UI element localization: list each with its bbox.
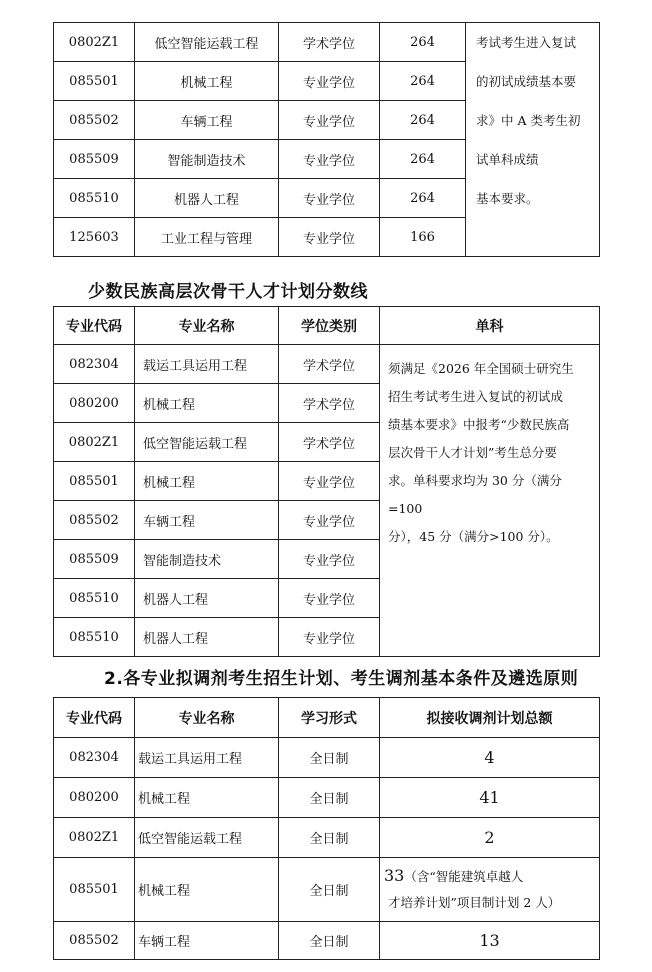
major-name: 工业工程与管理 [135,218,279,257]
total-score: 166 [380,218,466,257]
total-score: 264 [380,140,466,179]
table-header-row [54,698,600,738]
major-code: 085501 [54,62,135,101]
study-form: 全日制 [279,858,380,922]
degree-type: 专业学位 [279,579,380,618]
table-row [54,818,600,858]
major-code: 085501 [54,462,135,501]
table-adjustment-plan [53,697,600,960]
plan-quota-note-line1: （含“智能建筑卓越人 [404,869,524,884]
header-single: 单科 [380,307,600,345]
total-score: 264 [380,179,466,218]
major-name: 载运工具运用工程 [135,738,279,778]
major-name: 智能制造技术 [135,140,279,179]
degree-type: 学术学位 [279,23,380,62]
major-name: 车辆工程 [135,501,279,540]
header-plan: 拟接收调剂计划总额 [380,698,600,738]
plan-quota-number: 33 [384,866,405,885]
degree-type: 专业学位 [279,179,380,218]
major-name: 低空智能运载工程 [135,23,279,62]
study-form: 全日制 [279,778,380,818]
total-score: 264 [380,23,466,62]
total-score: 264 [380,62,466,101]
major-name: 车辆工程 [135,101,279,140]
major-name: 车辆工程 [135,922,279,960]
major-code: 0802Z1 [54,23,135,62]
plan-quota [380,858,600,922]
major-name: 机械工程 [135,62,279,101]
header-name: 专业名称 [135,698,279,738]
major-name: 智能制造技术 [135,540,279,579]
score-requirement-note: 考试考生进入复试 的初试成绩基本要 求》中 A 类考生初 试单科成绩 基本要求。 [466,23,600,257]
section-title-minority-plan: 少数民族高层次骨干人才计划分数线 [88,282,368,302]
plan-quota: 4 [380,738,600,778]
table-row [54,778,600,818]
major-code: 082304 [54,345,135,384]
table-header-row [54,307,600,345]
major-name: 机械工程 [135,858,279,922]
major-code: 080200 [54,778,135,818]
table-master-scores [53,22,600,257]
degree-type: 专业学位 [279,501,380,540]
study-form: 全日制 [279,738,380,778]
major-code: 085502 [54,501,135,540]
major-name: 机器人工程 [135,579,279,618]
plan-quota: 41 [380,778,600,818]
table-row [54,345,600,384]
single-subject-note: 须满足《2026 年全国硕士研究生 招生考试考生进入复试的初试成 绩基本要求》中报考“少数民族高 层次骨干人才计划”考生总分要 求。单科要求均为 30 分（满分=100 分），45 分（满分>100 分）。 [380,345,600,657]
major-code: 082304 [54,738,135,778]
degree-type: 专业学位 [279,462,380,501]
table-minority-plan [53,306,600,657]
total-score: 264 [380,101,466,140]
section-title-adjustment-plan: 2.各专业拟调剂考生招生计划、考生调剂基本条件及遴选原则 [104,669,579,689]
major-code: 085510 [54,579,135,618]
header-name: 专业名称 [135,307,279,345]
major-code: 0802Z1 [54,423,135,462]
major-code: 080200 [54,384,135,423]
major-name: 机械工程 [135,384,279,423]
header-code: 专业代码 [54,307,135,345]
degree-type: 专业学位 [279,540,380,579]
major-name: 机器人工程 [135,618,279,657]
study-form: 全日制 [279,922,380,960]
table-row [54,858,600,922]
table-row [54,23,600,62]
degree-type: 学术学位 [279,423,380,462]
major-code: 085509 [54,140,135,179]
degree-type: 专业学位 [279,62,380,101]
header-form: 学习形式 [279,698,380,738]
table-row [54,922,600,960]
table-row [54,738,600,778]
plan-quota: 2 [380,818,600,858]
degree-type: 专业学位 [279,140,380,179]
degree-type: 学术学位 [279,384,380,423]
degree-type: 学术学位 [279,345,380,384]
major-name: 低空智能运载工程 [135,818,279,858]
major-name: 低空智能运载工程 [135,423,279,462]
header-code: 专业代码 [54,698,135,738]
major-name: 机械工程 [135,462,279,501]
major-code: 125603 [54,218,135,257]
plan-quota-note-line2: 才培养计划”项目制计划 2 人） [388,895,561,910]
major-code: 085510 [54,179,135,218]
major-name: 机械工程 [135,778,279,818]
degree-type: 专业学位 [279,618,380,657]
major-code: 085502 [54,922,135,960]
major-name: 机器人工程 [135,179,279,218]
major-name: 载运工具运用工程 [135,345,279,384]
study-form: 全日制 [279,818,380,858]
degree-type: 专业学位 [279,101,380,140]
degree-type: 专业学位 [279,218,380,257]
major-code: 085509 [54,540,135,579]
plan-quota: 13 [380,922,600,960]
major-code: 0802Z1 [54,818,135,858]
major-code: 085501 [54,858,135,922]
major-code: 085510 [54,618,135,657]
header-type: 学位类别 [279,307,380,345]
major-code: 085502 [54,101,135,140]
